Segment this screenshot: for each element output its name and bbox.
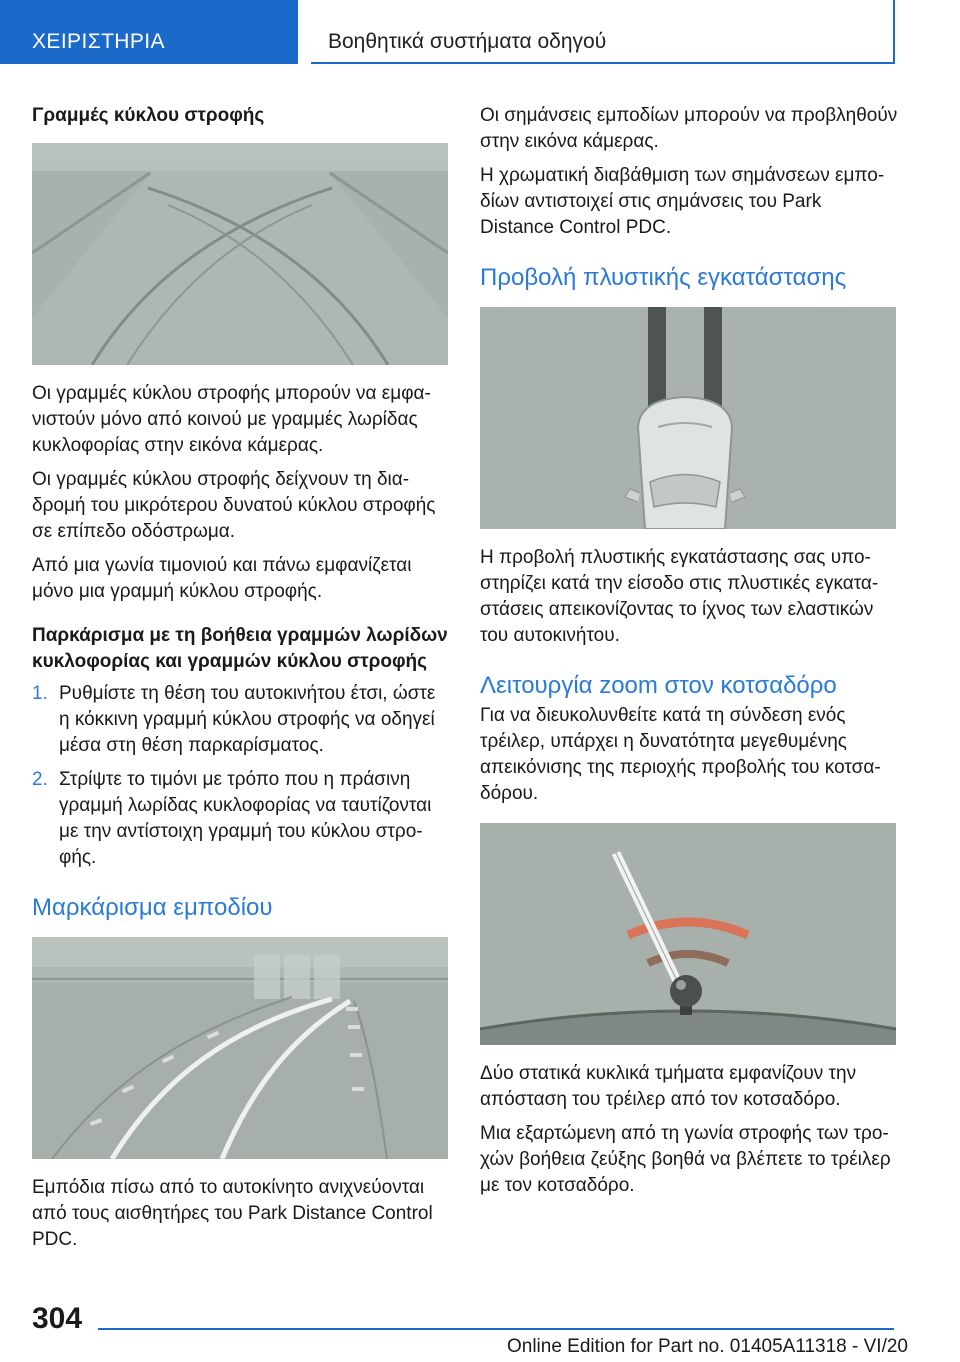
edition-note: Online Edition for Part no. 01405A11318 - VI/20 bbox=[506, 1336, 908, 1357]
paragraph: Μια εξαρτώμενη από τη γωνία στροφής των τροχών βοήθεια ζεύξης βοηθά να βλέπετε το τρέιλερ με τον κοτσαδόρο. bbox=[480, 1123, 891, 1196]
section-title: Βοηθητικά συστήματα οδηγού bbox=[328, 30, 607, 53]
paragraph: Οι γραμμές κύκλου στροφής μπορούν να εμφανιστούν μόνο από κοινού με γραμμές λωρίδας κυκλοφορίας στην εικόνα κάμερας. bbox=[32, 383, 431, 456]
paragraph: Οι σημάνσεις εμποδίων μπορούν να προβληθούν στην εικόνα κάμερας. bbox=[480, 105, 898, 152]
chapter-title: ΧΕΙΡΙΣΤΗΡΙΑ bbox=[32, 30, 165, 53]
heading-parking-with-lines: Παρκάρισμα με τη βοήθεια γραμμών λωρίδων κυκλοφορίας και γραμμών κύκλου στροφής bbox=[32, 625, 448, 672]
paragraph: Εμπόδια πίσω από το αυτοκίνητο ανιχνεύονται από τους αισθητήρες του Park Distance Control PDC. bbox=[32, 1177, 433, 1250]
paragraph: Οι γραμμές κύκλου στροφής δείχνουν τη διαδρομή του μικρότερου δυνατού κύκλου στροφής σε επίπεδο οδόστρωμα. bbox=[32, 469, 436, 542]
right-column bbox=[480, 103, 898, 1207]
car-wash-view-illustration bbox=[480, 307, 896, 529]
trailer-hitch-zoom-illustration bbox=[480, 823, 896, 1045]
paragraph: Για να διευκολυνθείτε κατά τη σύνδεση ενός τρέιλερ, υπάρχει η δυνατότητα μεγεθυμένης απεικόνισης της περιοχής προβολής του κοτσαδόρου. bbox=[480, 705, 881, 804]
heading-car-wash-view: Προβολή πλυστικής εγκατάστασης bbox=[480, 264, 847, 291]
chapter-tab bbox=[0, 0, 298, 64]
left-column bbox=[32, 103, 450, 1261]
paragraph: Από μια γωνία τιμονιού και πάνω εμφανίζεται μόνο μια γραμμή κύκλου στροφής. bbox=[32, 555, 412, 602]
turning-circle-lines-illustration bbox=[32, 143, 448, 365]
step-number: 1. bbox=[32, 683, 48, 704]
footer-divider bbox=[98, 1328, 894, 1330]
paragraph: Η χρωματική διαβάθμιση των σημάνσεων εμποδίων αντιστοιχεί στις σημάνσεις του Park Distance Control PDC. bbox=[480, 165, 885, 238]
section-header bbox=[311, 0, 895, 64]
heading-hitch-zoom: Λειτουργία zoom στον κοτσαδόρο bbox=[480, 672, 837, 699]
heading-obstacle-marking: Μαρκάρισμα εμποδίου bbox=[32, 894, 273, 921]
list-item bbox=[32, 681, 450, 759]
step-text: Στρίψτε το τιμόνι με τρόπο που η πράσινη γραμμή λωρίδας κυκλοφορίας να ταυτίζονται με την αντίστοιχη γραμμή του κύκλου στροφής. bbox=[59, 769, 432, 868]
step-text: Ρυθμίστε τη θέση του αυτοκινήτου έτσι, ώστε η κόκκινη γραμμή κύκλου στροφής να οδηγεί μέσα στη θέση παρκαρίσματος. bbox=[59, 683, 436, 756]
heading-turning-circle-lines: Γραμμές κύκλου στροφής bbox=[32, 105, 265, 126]
paragraph: Η προβολή πλυστικής εγκατάστασης σας υποστηρίζει κατά την είσοδο στις πλυστικές εγκαταστάσεις απεικονίζοντας το ίχνος των ελαστικών του αυτοκινήτου. bbox=[480, 547, 879, 646]
parking-steps-list bbox=[32, 681, 450, 871]
page-number: 304 bbox=[32, 1302, 83, 1335]
obstacle-marking-illustration bbox=[32, 937, 448, 1159]
step-number: 2. bbox=[32, 769, 48, 790]
list-item bbox=[32, 767, 450, 871]
paragraph: Δύο στατικά κυκλικά τμήματα εμφανίζουν την απόσταση του τρέιλερ από τον κοτσαδόρο. bbox=[480, 1063, 857, 1110]
